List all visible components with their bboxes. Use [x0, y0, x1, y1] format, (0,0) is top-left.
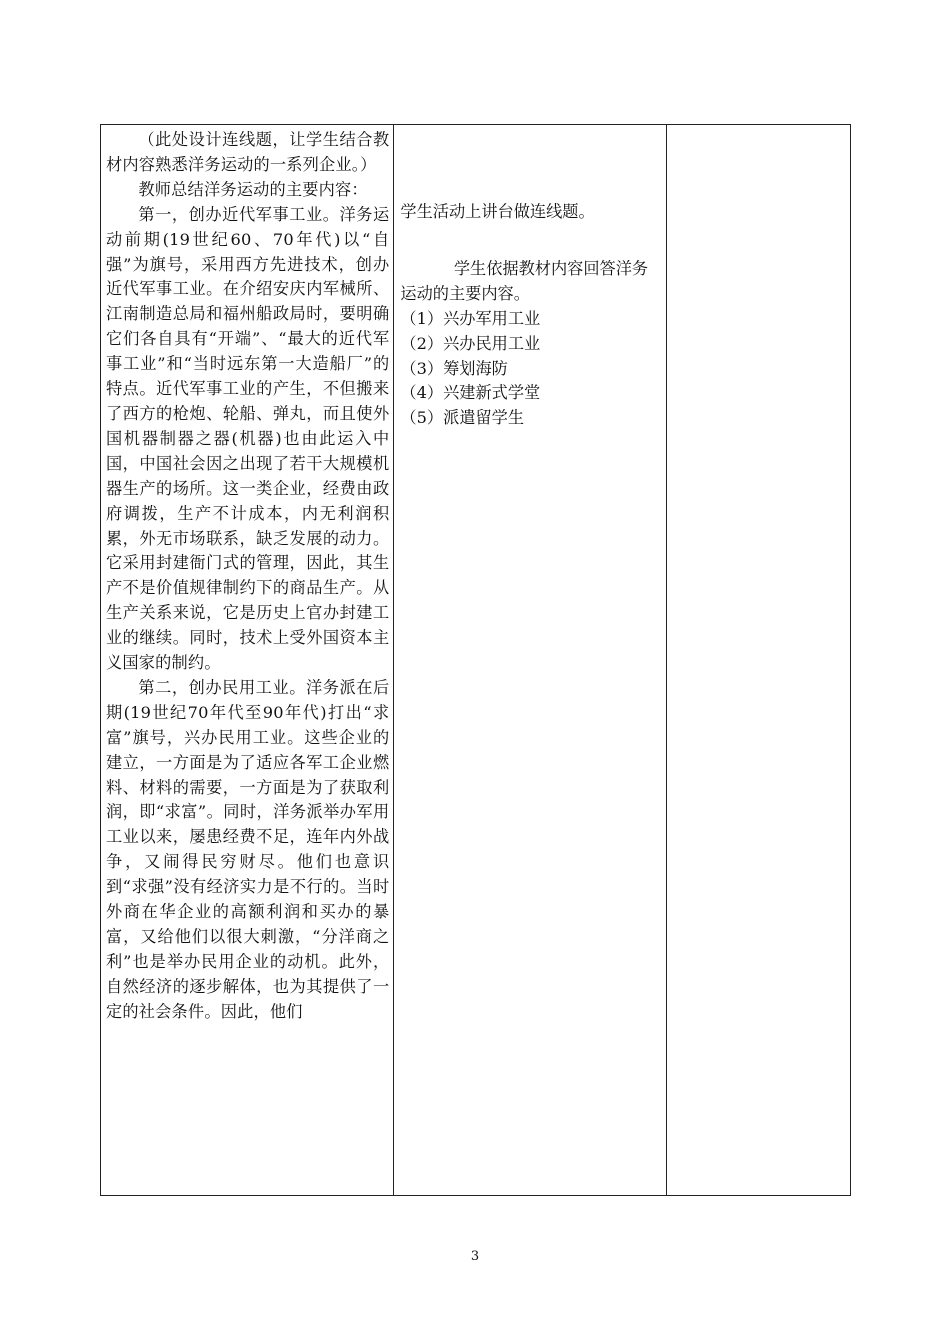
student-answer-intro: 学生依据教材内容回答洋务运动的主要内容。: [400, 258, 649, 303]
page-number: 3: [470, 1249, 480, 1264]
content-item: （5）派遣留学生: [400, 408, 525, 428]
content-item: （3）筹划海防: [400, 358, 508, 378]
content-item: （1）兴办军用工业: [400, 308, 541, 328]
content-item: （4）兴建新式学堂: [400, 383, 541, 403]
teacher-content-cell: [101, 125, 394, 1196]
student-activity: 学生活动上讲台做连线题。: [400, 202, 595, 221]
military-industry-paragraph: 第一，创办近代军事工业。洋务运动前期(19世纪60、70年代)以“自强”为旗号，采用西方先进技术，创办近代军事工业。在介绍安庆内军械所、江南制造总局和福州船政局时，要明确它们各自具有“开端”、“最大的近代军事工业”和“当时远东第一大造船厂”的特点。近代军事工业的产生，不但搬来了西方的枪炮、轮船、弹丸，而且使外国机器制器之器(机器)也由此运入中国，中国社会因之出现了若干大规模机器生产的场所。这一类企业，经费由政府调拨，生产不计成本，内无利润积累，外无市场联系，缺乏发展的动力。它采用封建衙门式的管理，因此，其生产不是价值规律制约下的商品生产。从生产关系来说，它是历史上官办封建工业的继续。同时，技术上受外国资本主义国家的制约。: [106, 204, 390, 673]
notes-cell: [666, 125, 850, 1196]
civil-industry-paragraph: 第二，创办民用工业。洋务派在后期(19世纪70年代至90年代)打出“求富”旗号，兴办民用工业。这些企业的建立，一方面是为了适应各军工企业燃料、材料的需要，一方面是为了获取利润，即“求富”。同时，洋务派举办军用工业以来，屡患经费不足，连年内外战争，又闹得民穷财尽。他们也意识到“求强”没有经济实力是不行的。当时外商在华企业的高额利润和买办的暴富，又给他们以很大刺激，“分洋商之利”也是举办民用企业的动机。此外，自然经济的逐步解体，也为其提供了一定的社会条件。因此，他们: [106, 677, 390, 1021]
summary-intro: 教师总结洋务运动的主要内容：: [138, 179, 368, 199]
lesson-table: [100, 124, 851, 1196]
student-activity-cell: [394, 125, 666, 1196]
design-note: （此处设计连线题，让学生结合教材内容熟悉洋务运动的一系列企业。）: [106, 130, 390, 174]
content-item: （2）兴办民用工业: [400, 333, 541, 353]
